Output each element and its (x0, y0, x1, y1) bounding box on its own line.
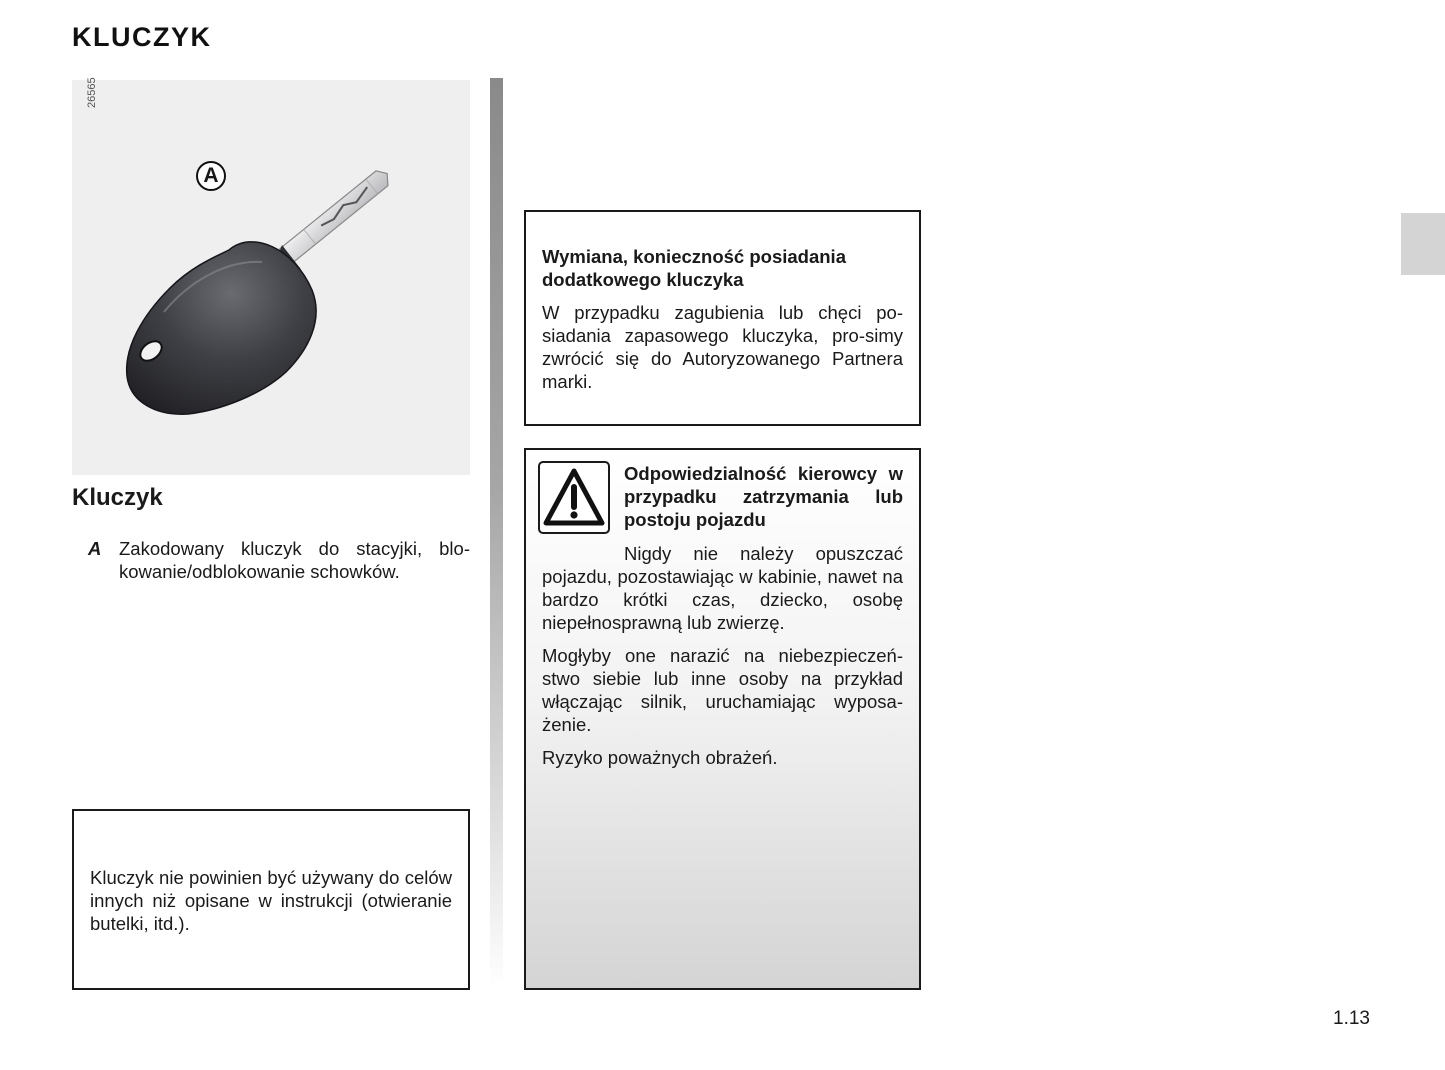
remote-key-illustration (72, 77, 470, 475)
key-blade (276, 166, 394, 266)
warning-box (524, 448, 921, 990)
legend-item (88, 537, 470, 583)
chapter-tab (1401, 213, 1445, 275)
note-box (72, 809, 470, 990)
callout-a: A (196, 161, 226, 191)
warning-triangle-icon (538, 461, 610, 534)
warning-paragraph: Mogłyby one narazić na niebezpieczeń-stwo siebie lub inne osoby na przykład włączając silnik, uruchamiając wyposa-żenie. (542, 645, 903, 735)
page-number: 1.13 (1333, 1008, 1370, 1029)
page-title: KLUCZYK (72, 22, 212, 52)
info-box-title: Wymiana, konieczność posiadania dodatkowego kluczyka (542, 246, 846, 290)
section-heading: Kluczyk (72, 484, 163, 511)
key-figure (72, 77, 470, 475)
column-divider (490, 78, 503, 988)
info-box (524, 210, 921, 426)
legend-description: Zakodowany kluczyk do stacyjki, blo-kowanie/odblokowanie schowków. (119, 538, 470, 582)
note-text: Kluczyk nie powinien być używany do celów innych niż opisane w instrukcji (otwieranie butelki, itd.). (90, 867, 452, 934)
figure-number: 26565 (86, 77, 98, 108)
legend-letter: A (88, 538, 102, 559)
warning-paragraph: Nigdy nie należy opuszczać pojazdu, pozostawiając w kabinie, nawet na bardzo krótki czas, dziecko, osobę niepełnosprawną lub zwierzę. (542, 543, 903, 633)
info-box-body: W przypadku zagubienia lub chęci po-siadania zapasowego kluczyka, pro-simy zwrócić się do Autoryzowanego Partnera marki. (542, 302, 903, 392)
warning-paragraph: Ryzyko poważnych obrażeń. (542, 747, 778, 768)
warning-box-body (542, 542, 903, 779)
warning-box-title: Odpowiedzialność kierowcy w przypadku zatrzymania lub postoju pojazdu (624, 463, 903, 530)
